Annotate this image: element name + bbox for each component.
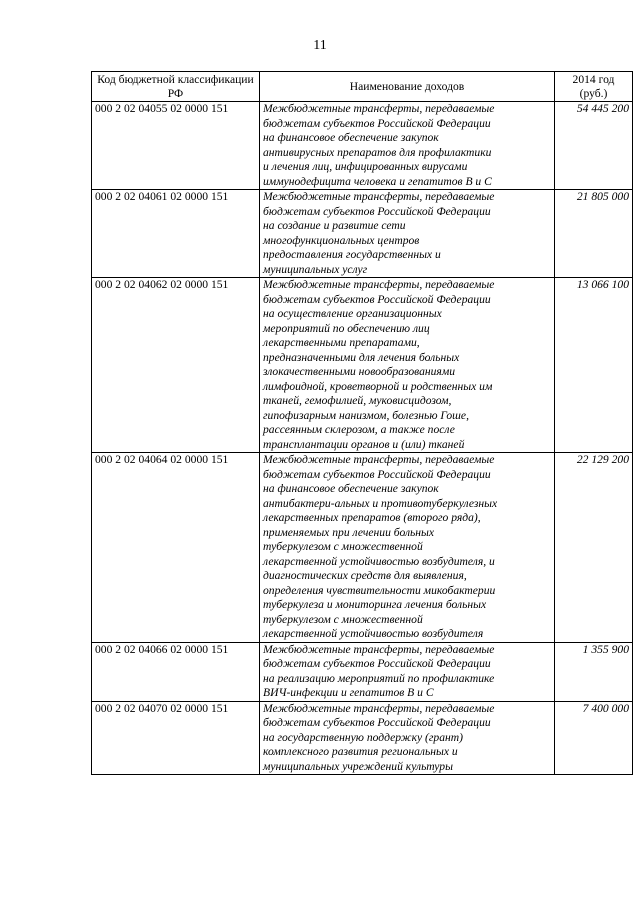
- revenue-name-line: муниципальных услуг: [263, 262, 368, 276]
- revenue-name-line: трансплантации органов и (или) тканей: [263, 437, 465, 451]
- table-row: [92, 701, 633, 775]
- amount-cell: 13 066 100: [555, 278, 633, 453]
- revenue-name-cell: [260, 190, 555, 278]
- table-row: [92, 453, 633, 643]
- revenue-name-cell: [260, 102, 555, 190]
- amount-cell: 1 355 900: [555, 642, 633, 701]
- revenue-name-line: бюджетам субъектов Российской Федерации: [263, 292, 491, 306]
- header-year-amount: 2014 год (руб.): [555, 72, 633, 102]
- revenue-name-cell: [260, 701, 555, 775]
- revenue-name-line: антивирусных препаратов для профилактики: [263, 145, 492, 159]
- revenue-name-line: гипофизарным нанизмом, болезнью Гоше,: [263, 408, 469, 422]
- revenue-name-line: Межбюджетные трансферты, передаваемые: [263, 190, 495, 203]
- header-budget-code: Код бюджетной классификации РФ: [92, 72, 260, 102]
- revenue-name-line: Межбюджетные трансферты, передаваемые: [263, 278, 495, 291]
- revenue-name-line: мероприятий по обеспечению лиц: [263, 321, 430, 335]
- budget-code-cell: 000 2 02 04064 02 0000 151: [92, 453, 260, 643]
- amount-cell: 54 445 200: [555, 102, 633, 190]
- revenue-name-line: применяемых при лечении больных: [263, 525, 435, 539]
- budget-revenue-table: [91, 71, 633, 775]
- budget-code-cell: 000 2 02 04066 02 0000 151: [92, 642, 260, 701]
- page-number: 11: [313, 38, 327, 53]
- revenue-name-line: бюджетам субъектов Российской Федерации: [263, 657, 491, 670]
- revenue-name-line: предоставления государственных и: [263, 248, 441, 261]
- revenue-name-line: лимфоидной, кроветворной и родственных им: [263, 379, 493, 393]
- revenue-name-line: злокачественными новообразованиями: [263, 365, 456, 378]
- revenue-name-cell: [260, 453, 555, 643]
- revenue-name-line: на создание и развитие сети: [263, 219, 406, 232]
- table-row: [92, 278, 633, 453]
- revenue-name-line: лекарственными препаратами,: [263, 336, 420, 349]
- revenue-name-line: бюджетам субъектов Российской Федерации: [263, 467, 491, 481]
- revenue-name-line: бюджетам субъектов Российской Федерации: [263, 716, 491, 729]
- revenue-name-line: антибактери-альных и противотуберкулезных: [263, 496, 498, 510]
- amount-cell: 22 129 200: [555, 453, 633, 643]
- revenue-name-line: диагностических средств для выявления,: [263, 569, 467, 582]
- revenue-name-line: рассеянным склерозом, а также после: [263, 423, 455, 436]
- revenue-name-line: определения чувствительности микобактерии: [263, 583, 496, 597]
- table-header-row: [92, 72, 633, 102]
- revenue-name-cell: [260, 642, 555, 701]
- revenue-name-line: бюджетам субъектов Российской Федерации: [263, 116, 491, 130]
- revenue-name-line: ВИЧ-инфекции и гепатитов В и С: [263, 686, 434, 699]
- revenue-name-line: бюджетам субъектов Российской Федерации: [263, 204, 491, 218]
- revenue-name-line: тканей, гемофилией, муковисцидозом,: [263, 394, 452, 407]
- revenue-name-line: предназначенными для лечения больных: [263, 350, 460, 364]
- budget-code-cell: 000 2 02 04055 02 0000 151: [92, 102, 260, 190]
- revenue-name-line: на осуществление организационных: [263, 307, 442, 320]
- revenue-name-line: на финансовое обеспечение закупок: [263, 482, 439, 495]
- budget-code-cell: 000 2 02 04062 02 0000 151: [92, 278, 260, 453]
- revenue-name-line: многофункциональных центров: [263, 233, 420, 247]
- revenue-name-line: иммунодефицита человека и гепатитов В и С: [263, 174, 492, 188]
- table-row: [92, 642, 633, 701]
- revenue-name-line: лекарственной устойчивостью возбудителя, и: [263, 554, 495, 568]
- revenue-name-line: на государственную поддержку (грант): [263, 730, 464, 744]
- table-row: [92, 190, 633, 278]
- table-row: [92, 102, 633, 190]
- revenue-name-line: Межбюджетные трансферты, передаваемые: [263, 642, 495, 656]
- budget-code-cell: 000 2 02 04070 02 0000 151: [92, 701, 260, 775]
- revenue-name-line: лекарственных препаратов (второго ряда),: [263, 511, 481, 524]
- amount-cell: 7 400 000: [555, 701, 633, 775]
- header-revenue-name: Наименование доходов: [260, 72, 555, 102]
- revenue-name-line: и лечения лиц, инфицированных вирусами: [263, 160, 468, 173]
- budget-code-cell: 000 2 02 04061 02 0000 151: [92, 190, 260, 278]
- revenue-name-line: комплексного развития региональных и: [263, 745, 458, 758]
- revenue-name-line: туберкулеза и мониторинга лечения больных: [263, 598, 487, 611]
- amount-cell: 21 805 000: [555, 190, 633, 278]
- revenue-name-line: Межбюджетные трансферты, передаваемые: [263, 102, 495, 115]
- revenue-name-line: лекарственной устойчивостью возбудителя: [263, 627, 484, 640]
- revenue-name-line: на реализацию мероприятий по профилактике: [263, 671, 495, 685]
- revenue-name-line: туберкулезом с множественной: [263, 612, 423, 626]
- revenue-name-cell: [260, 278, 555, 453]
- revenue-name-line: Межбюджетные трансферты, передаваемые: [263, 701, 495, 715]
- revenue-name-line: на финансовое обеспечение закупок: [263, 131, 439, 144]
- revenue-name-line: муниципальных учреждений культуры: [263, 759, 453, 773]
- revenue-name-line: туберкулезом с множественной: [263, 540, 423, 553]
- revenue-name-line: Межбюджетные трансферты, передаваемые: [263, 453, 495, 466]
